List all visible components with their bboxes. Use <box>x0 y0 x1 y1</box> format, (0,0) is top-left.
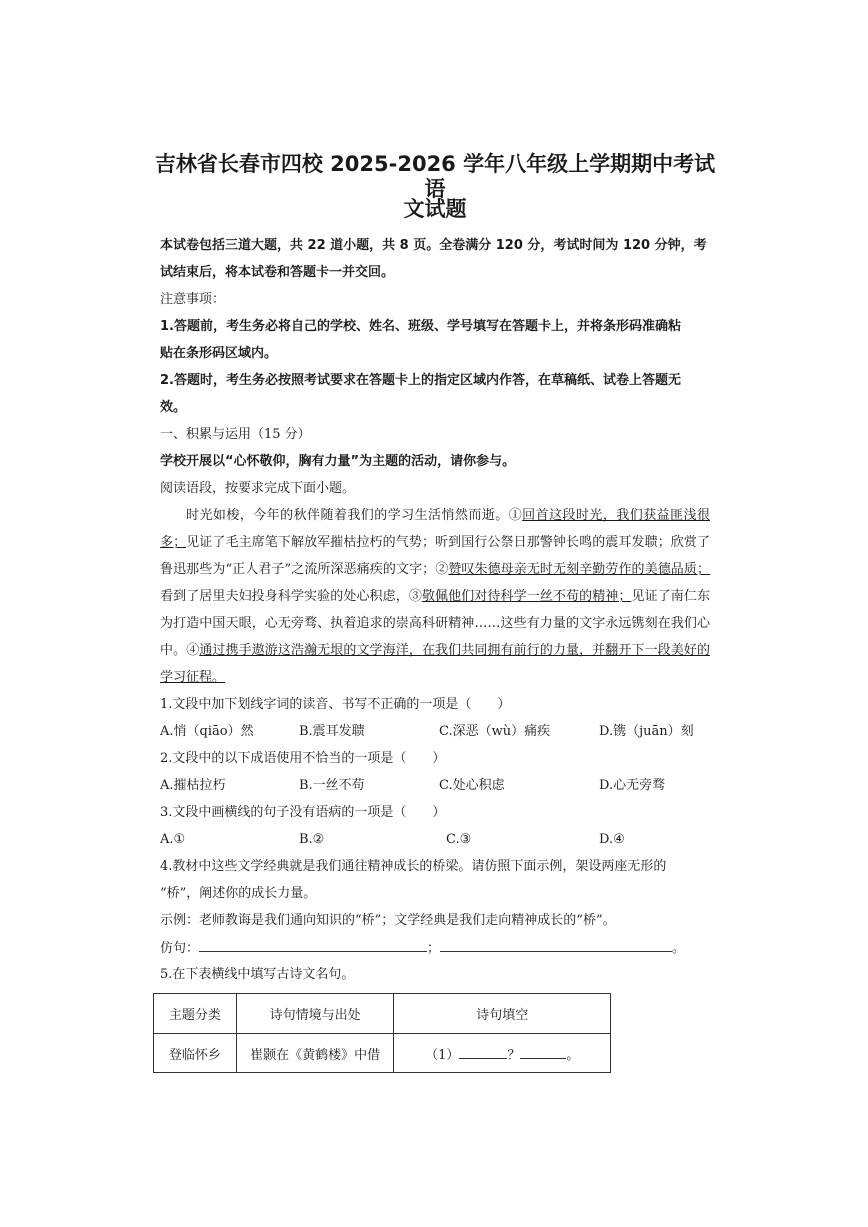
underlined-sentence-3: 敬佩他们对待科学一丝不苟的精神； <box>421 589 632 604</box>
underlined-sentence-2: 赞叹朱德母亲无时无刻辛勤劳作的美德品质； <box>448 562 710 577</box>
passage-text: 看到了居里夫妇投身科学实验的处心积虑，③ <box>160 589 422 604</box>
q1-option-c: C.深恶（wù）痛疾 <box>439 724 551 739</box>
poem-table <box>153 993 611 1073</box>
end-mark: 。 <box>672 941 686 956</box>
question-3-stem: 3.文段中画横线的句子没有语病的一项是（ ） <box>160 805 446 820</box>
question-2-stem: 2.文段中的以下成语使用不恰当的一项是（ ） <box>160 751 446 766</box>
section1-heading: 一、积累与运用（15 分） <box>160 427 311 442</box>
q3-option-b: B.② <box>299 832 325 847</box>
q3-option-a: A.① <box>160 832 186 847</box>
q1-option-b: B.震耳发聩 <box>299 724 365 739</box>
q2-option-d: D.心无旁骛 <box>599 778 666 793</box>
q2-option-b: B.一丝不苟 <box>299 778 365 793</box>
passage-text: 见证了毛主席笔下解放军摧枯拉朽的气势；听到国行公祭日那警钟长鸣的震耳发聩；欣赏了鲁迅那些为“正人君子”之流所深恶痛疾的文字；② <box>160 535 710 577</box>
note2-line2: 效。 <box>160 400 187 415</box>
q2-option-c: C.处心积虑 <box>439 778 505 793</box>
poem-blank-1[interactable] <box>459 1046 507 1059</box>
question-5-stem: 5.在下表横线中填写古诗文名句。 <box>160 967 355 982</box>
table-row <box>154 1034 611 1073</box>
cell-context: 崔颢在《黄鹤楼》中借 <box>236 1034 394 1073</box>
q3-option-c: C.③ <box>446 832 472 847</box>
imitation-blank-2[interactable] <box>440 939 672 952</box>
period-mark: 。 <box>566 1047 580 1063</box>
note1-line1: 1.答题前，考生务必将自己的学校、姓名、班级、学号填写在答题卡上，并将条形码准确粘 <box>160 319 681 334</box>
imitate-label: 仿句： <box>160 941 200 956</box>
table-header-row <box>154 994 611 1034</box>
activity-text: 学校开展以“心怀敬仰，胸有力量”为主题的活动，请你参与。 <box>160 454 516 469</box>
cell-fill <box>394 1034 611 1073</box>
poem-blank-2[interactable] <box>520 1046 566 1059</box>
q3-option-d: D.④ <box>599 832 625 847</box>
intro-line1: 本试卷包括三道大题，共 22 道小题，共 8 页。全卷满分 120 分，考试时间为 120 分钟，考 <box>160 238 707 253</box>
imitation-blank-1[interactable] <box>199 939 427 952</box>
separator: ； <box>427 941 441 956</box>
question-4-line2: “桥”，阐述你的成长力量。 <box>160 886 317 901</box>
question-4-line1: 4.教材中这些文学经典就是我们通往精神成长的桥梁。请仿照下面示例，架设两座无形的 <box>160 859 667 874</box>
imitation-answer-line <box>160 939 685 957</box>
note1-line2: 贴在条形码区域内。 <box>160 346 278 361</box>
note2-line1: 2.答题时，考生务必按照考试要求在答题卡上的指定区域内作答，在草稿纸、试卷上答题无 <box>160 373 681 388</box>
underlined-sentence-4: 通过携手遨游这浩瀚无垠的文学海洋，在我们共同拥有前行的力量，并翻开下一段美好的学习征程。 <box>160 643 710 685</box>
passage-text: 时光如梭，今年的秋伴随着我们的学习生活悄然而逝。① <box>186 508 523 523</box>
page-title-line1: 吉林省长春市四校 2025-2026 学年八年级上学期期中考试语 <box>154 152 716 202</box>
q1-option-a: A.悄（qiāo）然 <box>160 724 254 739</box>
passage-text: 见证了南仁东为打造中国天眼，心无旁骛、执着追求的崇高科研精神……这些有力量的文字永远镌刻在我们心中。④ <box>160 589 710 658</box>
header-theme: 主题分类 <box>154 994 237 1034</box>
header-context: 诗句情境与出处 <box>236 994 394 1034</box>
page-title-line2: 文试题 <box>403 197 467 221</box>
header-fill: 诗句填空 <box>394 994 611 1034</box>
fill-number: （1） <box>425 1047 460 1063</box>
reading-instruction: 阅读语段，按要求完成下面小题。 <box>160 481 356 496</box>
cell-theme: 登临怀乡 <box>154 1034 237 1073</box>
notice-heading: 注意事项： <box>160 292 226 307</box>
reading-passage <box>160 502 710 691</box>
question-4-example: 示例：老师教诲是我们通向知识的“桥”；文学经典是我们走向精神成长的“桥”。 <box>160 913 616 928</box>
question-1-stem: 1.文段中加下划线字词的读音、书写不正确的一项是（ ） <box>160 697 511 712</box>
q1-option-d: D.镌（juān）刻 <box>599 724 694 739</box>
underlined-sentence-1: 回首这段时光，我们获益匪浅很多； <box>160 508 710 550</box>
intro-line2: 试结束后，将本试卷和答题卡一并交回。 <box>160 265 395 280</box>
q2-option-a: A.摧枯拉朽 <box>160 778 226 793</box>
question-mark: ？ <box>507 1047 521 1063</box>
